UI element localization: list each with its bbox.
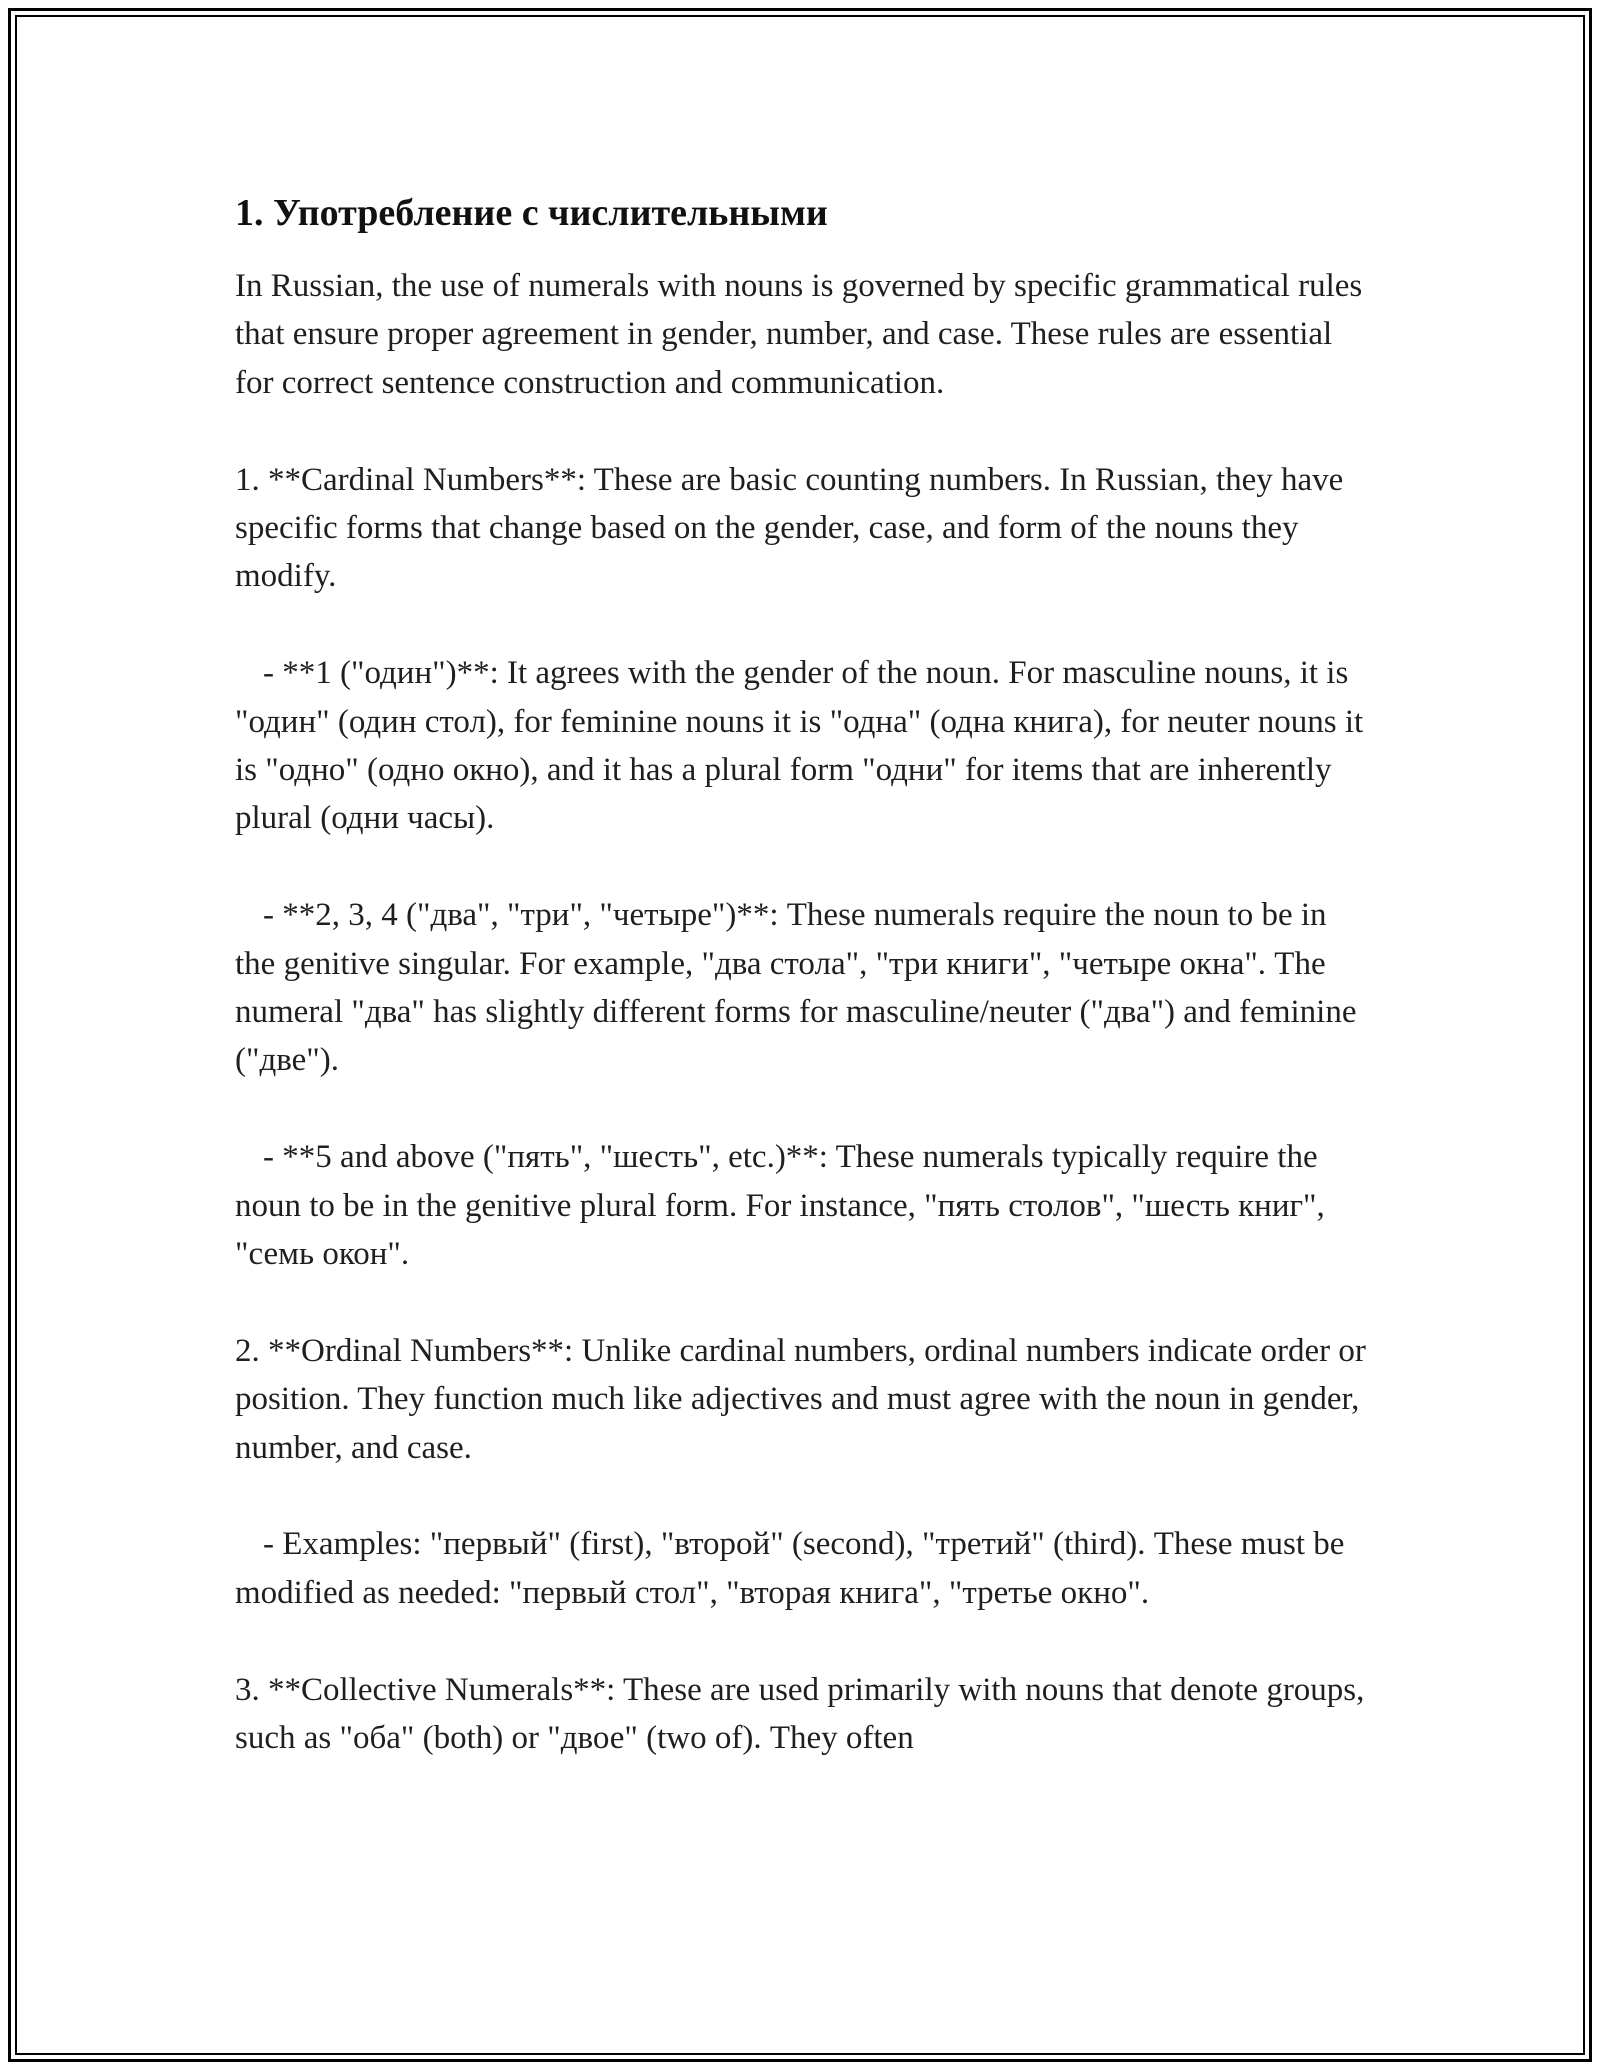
spacer — [235, 1085, 1375, 1133]
ordinal-examples-item: - Examples: "первый" (first), "второй" (second), "третий" (third). These must be modified as needed: "первый стол", "вторая книга", "третье окно". — [235, 1526, 1345, 1611]
spacer — [235, 601, 1375, 649]
spacer — [235, 1472, 1375, 1520]
cardinal-two-four-item: - **2, 3, 4 ("два", "три", "четыре")**: These numerals require the noun to be in the genitive singular. For example, "два стола", "три книги", "четыре окна". The numeral "два" has slightly different forms for masculine/neuter ("два") and feminine ("две"). — [235, 897, 1357, 1079]
ordinal-numbers-paragraph: 2. **Ordinal Numbers**: Unlike cardinal numbers, ordinal numbers indicate order or position. They function much like adjectives and must agree with the noun in gender, number, and case. — [235, 1332, 1366, 1466]
spacer — [235, 1617, 1375, 1665]
section-title: 1. Употребление с числительными — [235, 192, 828, 234]
spacer — [235, 843, 1375, 891]
cardinal-numbers-paragraph: 1. **Cardinal Numbers**: These are basic counting numbers. In Russian, they have specific forms that change based on the gender, case, and form of the nouns they modify. — [235, 461, 1344, 595]
cardinal-five-item: - **5 and above ("пять", "шесть", etc.)**: These numerals typically require the noun to be in the genitive plural form. For instance, "пять столов", "шесть книг", "семь окон". — [235, 1139, 1325, 1273]
collective-numerals-paragraph: 3. **Collective Numerals**: These are used primarily with nouns that denote groups, such as "оба" (both) or "двое" (two of). They often — [235, 1671, 1365, 1757]
spacer — [235, 1278, 1375, 1326]
document-page — [235, 186, 1375, 1762]
intro-paragraph: In Russian, the use of numerals with nouns is governed by specific grammatical rules that ensure proper agreement in gender, number, and case. These rules are essential for correct sentence construction and communication. — [235, 268, 1363, 401]
spacer — [235, 407, 1375, 455]
cardinal-one-item: - **1 ("один")**: It agrees with the gender of the noun. For masculine nouns, it is "один" (один стол), for feminine nouns it is "одна" (одна книга), for neuter nouns it is "одно" (одно окно), and it has a plural form "одни" for items that are inherently plural (одни часы). — [235, 655, 1364, 837]
